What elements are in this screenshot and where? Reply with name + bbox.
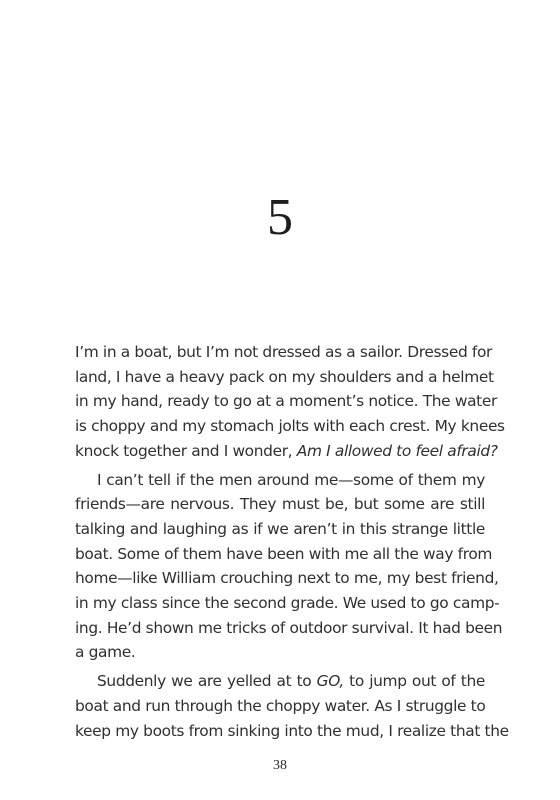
- text-line: [75, 669, 485, 694]
- text-line: in my class since the second grade. We used to go camp-: [75, 594, 500, 613]
- text-line: in my hand, ready to go at a moment’s notice. The water: [75, 392, 497, 411]
- page-number: 38: [273, 758, 287, 773]
- italic-question: Am I allowed to feel afraid?: [296, 441, 498, 460]
- text-line: I can’t tell if the men around me—some of them my: [97, 470, 485, 489]
- paragraph-1: [75, 340, 505, 464]
- text-line: land, I have a heavy pack on my shoulders and a helmet: [75, 367, 494, 386]
- text-line: [75, 439, 498, 464]
- text-line: friends—are nervous. They must be, but some are still: [75, 495, 485, 514]
- text-line: keep my boots from sinking into the mud, I realize that the: [75, 721, 509, 740]
- chapter-number: 5: [267, 189, 293, 246]
- text-line: boat and run through the choppy water. As I struggle to: [75, 696, 486, 715]
- text-line: ing. He’d shown me tricks of outdoor survival. It had been: [75, 618, 503, 637]
- chapter-body: [75, 340, 509, 743]
- text-line: a game.: [75, 643, 136, 662]
- text-span: Suddenly we are yelled at to: [97, 672, 317, 691]
- paragraph-2: [75, 468, 503, 666]
- text-line: is choppy and my stomach jolts with each crest. My knees: [75, 417, 505, 436]
- text-line: boat. Some of them have been with me all the way from: [75, 544, 493, 563]
- text-span: knock together and I wonder,: [75, 441, 297, 460]
- text-span: to jump out of the: [343, 672, 485, 691]
- paragraph-3: [75, 669, 509, 743]
- italic-go: GO,: [316, 672, 344, 691]
- text-line: I’m in a boat, but I’m not dressed as a sailor. Dressed for: [75, 343, 493, 361]
- text-line: home—like William crouching next to me, my best friend,: [75, 569, 499, 588]
- text-line: talking and laughing as if we aren’t in this strange little: [75, 519, 485, 538]
